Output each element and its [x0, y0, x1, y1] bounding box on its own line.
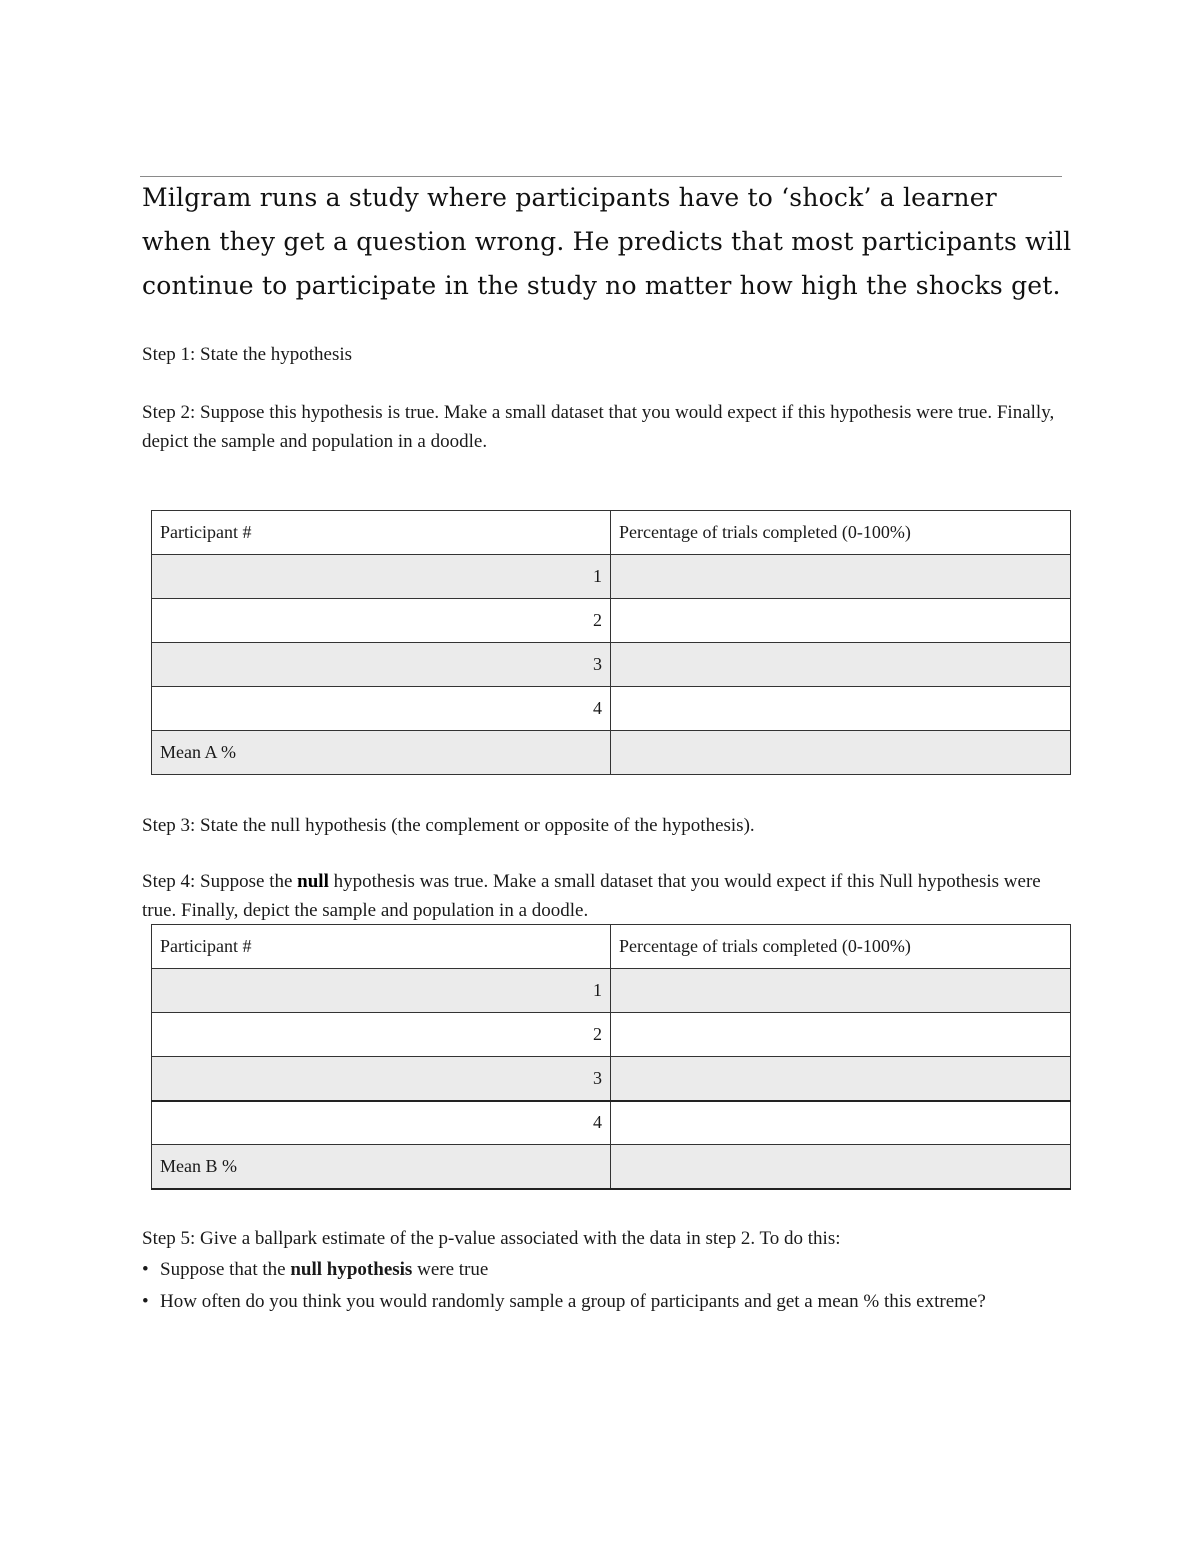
table-a-mean-row [152, 731, 1071, 775]
percentage-cell[interactable] [611, 1013, 1071, 1057]
step-4-text-before: Step 4: Suppose the [142, 871, 298, 892]
percentage-cell[interactable] [611, 643, 1071, 687]
bullet-icon: • [142, 1291, 149, 1312]
mean-b-label: Mean B % [152, 1145, 611, 1189]
step-3: Step 3: State the null hypothesis (the complement or opposite of the hypothesis). [142, 815, 755, 836]
list-item [142, 1287, 1072, 1316]
bullet-1-before: Suppose that the [160, 1259, 291, 1280]
table-row [152, 1013, 1071, 1057]
table-b-header-participant: Participant # [152, 925, 611, 969]
percentage-cell[interactable] [611, 555, 1071, 599]
percentage-cell[interactable] [611, 1101, 1071, 1145]
table-row [152, 1057, 1071, 1101]
table-b-mean-row [152, 1145, 1071, 1189]
mean-a-cell[interactable] [611, 731, 1071, 775]
dataset-table-a [151, 510, 1071, 775]
participant-number: 2 [152, 599, 611, 643]
table-row [152, 643, 1071, 687]
mean-b-cell[interactable] [611, 1145, 1071, 1189]
intro-paragraph: Milgram runs a study where participants have to ‘shock’ a learner when they get a question wrong. He predicts that most participants will continue to participate in the study no matter how high the shocks get. [142, 183, 1072, 300]
list-item [142, 1255, 1072, 1284]
step-4-bold-null: null [297, 871, 329, 892]
percentage-cell[interactable] [611, 1057, 1071, 1101]
dataset-table-b [151, 924, 1071, 1190]
table-b-header-percentage: Percentage of trials completed (0-100%) [611, 925, 1071, 969]
step-1: Step 1: State the hypothesis [142, 344, 353, 365]
bullet-2-text: How often do you think you would randomly sample a group of participants and get a mean % this extreme? [160, 1291, 986, 1312]
participant-number: 4 [152, 687, 611, 731]
participant-number: 1 [152, 969, 611, 1013]
table-row [152, 969, 1071, 1013]
percentage-cell[interactable] [611, 969, 1071, 1013]
bullet-1-bold: null hypothesis [290, 1259, 413, 1280]
step-5-bullet-list [142, 1255, 1072, 1319]
percentage-cell[interactable] [611, 687, 1071, 731]
step-4-text-after: hypothesis was true. Make a small dataset that you would expect if this Null hypothesis were true. Finally, depict the sample and population in a doodle. [142, 871, 1041, 921]
step-2: Step 2: Suppose this hypothesis is true. Make a small dataset that you would expect if this hypothesis were true. Finally, depict the sample and population in a doodle. [142, 402, 1055, 452]
participant-number: 3 [152, 643, 611, 687]
bullet-icon: • [142, 1259, 149, 1280]
table-a-header-participant: Participant # [152, 511, 611, 555]
mean-a-label: Mean A % [152, 731, 611, 775]
percentage-cell[interactable] [611, 599, 1071, 643]
step-5: Step 5: Give a ballpark estimate of the p-value associated with the data in step 2. To do this: [142, 1228, 841, 1249]
table-b-header-row [152, 925, 1071, 969]
table-a-header-percentage: Percentage of trials completed (0-100%) [611, 511, 1071, 555]
participant-number: 1 [152, 555, 611, 599]
table-a-header-row [152, 511, 1071, 555]
participant-number: 3 [152, 1057, 611, 1101]
table-row [152, 599, 1071, 643]
step-4 [142, 867, 1072, 925]
participant-number: 4 [152, 1101, 611, 1145]
table-row [152, 555, 1071, 599]
participant-number: 2 [152, 1013, 611, 1057]
table-row [152, 687, 1071, 731]
table-row [152, 1101, 1071, 1145]
bullet-1-after: were true [412, 1259, 489, 1280]
